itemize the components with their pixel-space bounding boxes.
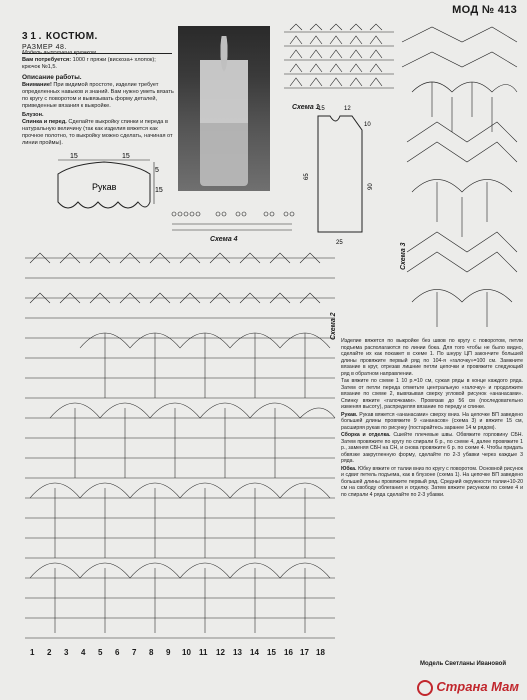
body-dim-1: 15 [318,106,325,112]
title-size: РАЗМЕР 48. [22,44,172,54]
model-photo [178,26,270,191]
assembly-section-text: Сшейте плечевые швы. Обвяжите горловину СБН. Затем провяжите по кругу по спирали 6 р., по схеме 4, далее провяжите 1 р., заменяя СБН на СН, и снова провяжите 6 р. по схеме 4. Чтобы придать обвязке закругленную форму, сделайте по 2-3 убавки через каждые 3 ряда. [341,432,523,464]
row-number: 3 [64,648,69,657]
row-number: 14 [250,648,259,657]
sleeve-label: Рукав [92,182,117,192]
sleeve-section-label: Рукав. [341,411,358,418]
materials-line [22,57,174,71]
author-credit: Модель Светланы Ивановой [420,661,507,667]
body-dim-6: 25 [336,240,343,246]
row-number: 7 [132,648,137,657]
body-dim-3: 10 [364,122,371,128]
sleeve-dim-2: 15 [122,153,130,160]
instructions-p1: Изделие вяжется по выкройке без швов по кругу с поворотом, петли подъема располагаются по линии бока. Для того чтобы не было видно, сделайте их как покажет в схеме 1. По шнуру ЦП закончите большей длины провяжите первый ряд по 104-я «галочку»=100 см. Замкните вязание в круг, отрезав лишние петли цепочки и провяжите следующий ряд в обратном направлении. [341,338,523,377]
watermark-logo-icon [417,680,433,696]
scheme-1-diagram [280,22,402,102]
scheme-1-label: Схема 1 [292,104,320,111]
back-front-line [22,119,174,147]
watermark-text: Страна Мам [436,679,519,695]
model-note: Модель выполнена крючком. [22,50,98,56]
scheme-2-label: Схема 2 [330,312,337,340]
attention-line [22,82,174,110]
back-front-text: Сделайте выкройку спинки и переда в натуральную величину (так как изделия вяжется как прочное полотно, то выкройку можно сделать, начиная от линии проймы). [22,119,173,146]
row-number: 9 [166,648,171,657]
skirt-section-label: Юбка. [341,465,357,472]
title-number: 3 1 . [22,31,42,42]
sleeve-section [341,412,523,432]
row-number: 18 [316,648,325,657]
instructions-text [341,338,523,499]
scheme-4-label: Схема 4 [210,236,238,243]
attention-label: Внимание! [22,82,52,89]
instructions-p2: Так вяжите по схеме 1 10 р.=10 см, сужая ряды в конце каждого ряда. Затем от петли переда отметьте центральную «галочку» и продолжите вязание по схеме 2, вывязывая сверху угловой рисунок «ананасами». Спинку вяжите «галочками». Провязав до 56 см (последовательно изменяя высоту), распределяя вязание по переду и спинке. [341,378,523,410]
body-dim-4: 65 [304,173,310,180]
sleeve-dim-3: 5 [155,167,159,174]
body-pattern-diagram [300,100,390,250]
model-figure [200,36,248,186]
sleeve-pattern-diagram [50,152,163,237]
intro-text [22,50,174,147]
assembly-section [341,432,523,465]
row-number: 8 [149,648,154,657]
row-number: 13 [233,648,242,657]
row-number: 6 [115,648,120,657]
row-number: 5 [98,648,103,657]
back-front-label: Спинка и перед. [22,119,67,125]
row-number: 17 [300,648,309,657]
magazine-number: МОД № 413 [452,4,517,16]
site-watermark [417,679,519,696]
materials-text: 1000 г пряжи (вискоза+ хлопок); крючок №1,5. [22,56,156,70]
blouse-heading: Блузон. [22,112,44,119]
description-heading: Описание работы. [22,73,82,81]
scheme-4-diagram [168,206,298,236]
row-number: 12 [216,648,225,657]
row-number: 11 [199,648,208,657]
title-name: КОСТЮМ. [45,31,98,42]
row-number: 16 [284,648,293,657]
sleeve-dim-4: 15 [155,187,163,194]
body-dim-5: 90 [368,183,374,190]
attention-text: При видимой простоте, изделие требует определенных навыков и знаний. Вам нужно уметь вязать по кругу с поворотом и вывязывать форму деталей, приведенные вязания к выкройке. [22,82,174,110]
row-number: 2 [47,648,52,657]
assembly-section-label: Сборка и отделка. [341,432,391,438]
row-number: 1 [30,648,35,657]
skirt-section-text: Юбку вяжите от талии вниз по кругу с поворотом. Основной рисунок и сдвиг петель подъема, как в блузоне (схема 1). На цепочке ВП заведено большей длины провяжите первый ряд. Средний окружности талии+10-20 см на свободу облегания и отделку. Затем вяжите рисунком по схеме 4 и по спирали 4 ряда сделайте по 2-3 убавки. [341,465,524,498]
scheme-3-diagram [392,22,522,332]
row-number: 10 [182,648,191,657]
row-number: 4 [81,648,86,657]
scheme-2-diagram [20,248,340,648]
skirt-section [341,466,523,499]
sleeve-dim-1: 15 [70,153,78,160]
scheme-3-label: Схема 3 [400,242,407,270]
sleeve-section-text: Рукав вяжется «ананасами» сверху вниз. На цепочке ВП заведено большей длины провяжите 9 «ананасов» (схема 3) и вяжите 15 см, расширяя рукав по рисунку (постарайтесь заранее 14 м рядом). [341,411,523,431]
materials-label: Вам потребуется: [22,56,72,63]
body-dim-2: 12 [344,106,351,112]
row-number: 15 [267,648,276,657]
